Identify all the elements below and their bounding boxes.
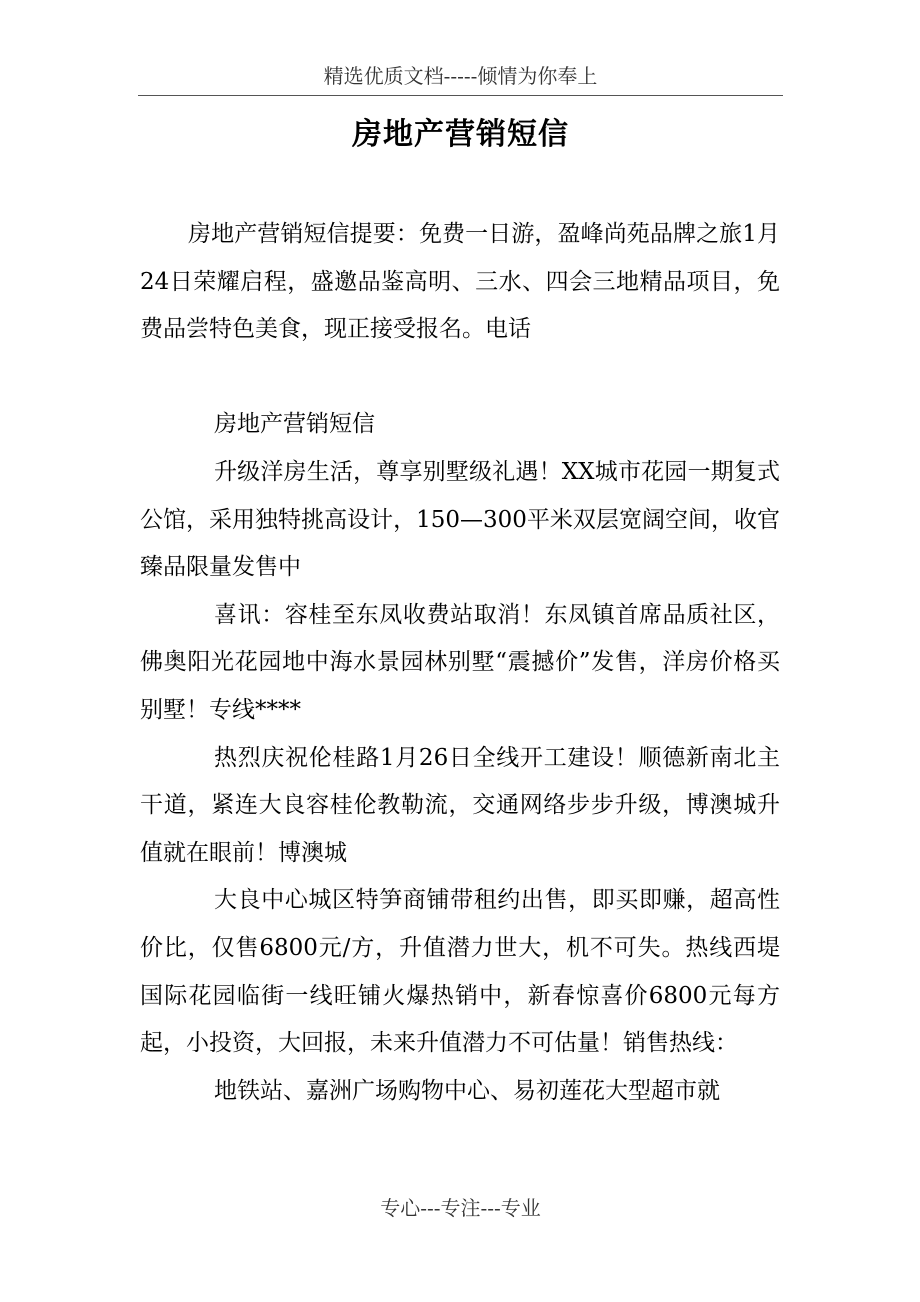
message-paragraph: 热烈庆祝伦桂路1月26日全线开工建设！顺德新南北主干道，紧连大良容桂伦教勒流，交通网络步步升级，博澳城升值就在眼前！博澳城 <box>140 744 780 866</box>
message-paragraph: 地铁站、嘉洲广场购物中心、易初莲花大型超市就 <box>214 1077 720 1104</box>
message-list <box>140 449 780 1115</box>
message-paragraph: 喜讯：容桂至东凤收费站取消！东凤镇首席品质社区，佛奥阳光花园地中海水景园林别墅“震撼价”发售，洋房价格买别墅！专线**** <box>140 601 780 723</box>
page-footer: 专心---专注---专业 <box>380 1196 541 1220</box>
summary-paragraph: 房地产营销短信提要：免费一日游，盈峰尚苑品牌之旅1月24日荣耀启程，盛邀品鉴高明、三水、四会三地精品项目，免费品尝特色美食，现正接受报名。电话 <box>140 221 780 343</box>
message-paragraph: 升级洋房生活，尊享别墅级礼遇！XX城市花园一期复式公馆，采用独特挑高设计，150—300平米双层宽阔空间，收官臻品限量发售中 <box>140 459 780 581</box>
header-divider <box>138 95 783 96</box>
document-title: 房地产营销短信 <box>352 117 569 152</box>
section-title: 房地产营销短信 <box>214 411 375 437</box>
message-paragraph: 大良中心城区特笋商铺带租约出售，即买即赚，超高性价比，仅售6800元/方，升值潜力世大，机不可失。热线西堤国际花园临街一线旺铺火爆热销中，新春惊喜价6800元每方起，小投资，大回报，未来升值潜力不可估量！销售热线： <box>140 887 780 1057</box>
page-header: 精选优质文档-----倾情为你奉上 <box>323 64 598 88</box>
